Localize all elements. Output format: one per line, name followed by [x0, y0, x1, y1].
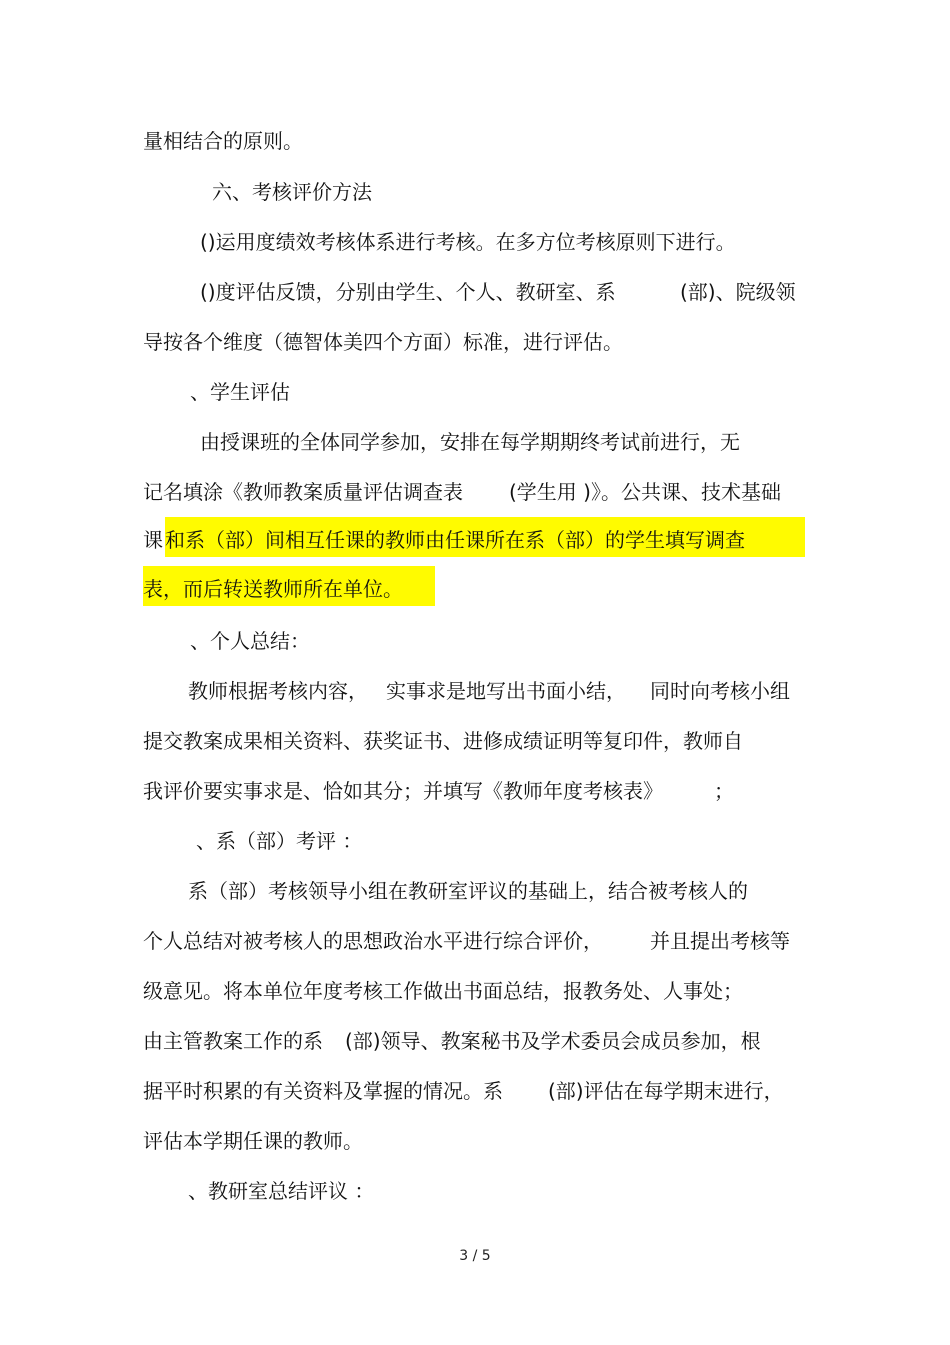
text-line: 提交教案成果相关资料、获奖证书、进修成绩证明等复印件，教师自	[143, 729, 743, 753]
text-line: ()运用度绩效考核体系进行考核。在多方位考核原则下进行。	[200, 230, 736, 254]
text-line: 量相结合的原则。	[143, 129, 303, 153]
text-line: 同时向考核小组	[650, 679, 790, 703]
subsection-heading: 、学生评估	[190, 380, 290, 404]
text-line: 据平时积累的有关资料及掌握的情况。系	[143, 1079, 503, 1103]
text-line: 实事求是地写出书面小结，	[386, 679, 626, 703]
text-line: 系（部）考核领导小组在教研室评议的基础上，结合被考核人的	[188, 879, 748, 903]
highlighted-text: 表，而后转送教师所在单位。	[143, 577, 403, 601]
text-line: (学生用 )》。公共课、技术基础	[509, 480, 781, 504]
subsection-heading: 、个人总结：	[190, 629, 310, 653]
text-line: 个人总结对被考核人的思想政治水平进行综合评价，	[143, 929, 603, 953]
text-line: 由授课班的全体同学参加，安排在每学期期终考试前进行，无	[200, 430, 740, 454]
text-line: (部)领导、教案秘书及学术委员会成员参加，根	[345, 1029, 761, 1053]
text-line: 评估本学期任课的教师。	[143, 1129, 363, 1153]
text-line: 并且提出考核等	[650, 929, 790, 953]
text-line: (部)评估在每学期末进行，	[548, 1079, 784, 1103]
text-line: 我评价要实事求是、恰如其分；并填写《教师年度考核表》	[143, 779, 663, 803]
subsection-heading: 、教研室总结评议 ：	[188, 1179, 375, 1203]
page-number: 3 / 5	[459, 1248, 491, 1264]
text-line: 级意见。将本单位年度考核工作做出书面总结，报教务处、人事处；	[143, 979, 743, 1003]
text-line: 由主管教案工作的系	[143, 1029, 323, 1053]
text-line: ()度评估反馈，分别由学生、个人、教研室、系	[200, 280, 616, 304]
highlighted-text: 和系（部）间相互任课的教师由任课所在系（部）的学生填写调查	[165, 528, 745, 552]
section-heading: 六、考核评价方法	[212, 180, 372, 204]
subsection-heading: 、系（部）考评 ：	[196, 829, 363, 853]
text-line: 课	[143, 528, 163, 552]
text-line: 导按各个维度（德智体美四个方面）标准，进行评估。	[143, 330, 623, 354]
text-line: 教师根据考核内容，	[188, 679, 368, 703]
text-line: (部)、院级领	[680, 280, 796, 304]
text-line: 记名填涂《教师教案质量评估调查表	[143, 480, 463, 504]
text-line: ；	[714, 779, 734, 803]
